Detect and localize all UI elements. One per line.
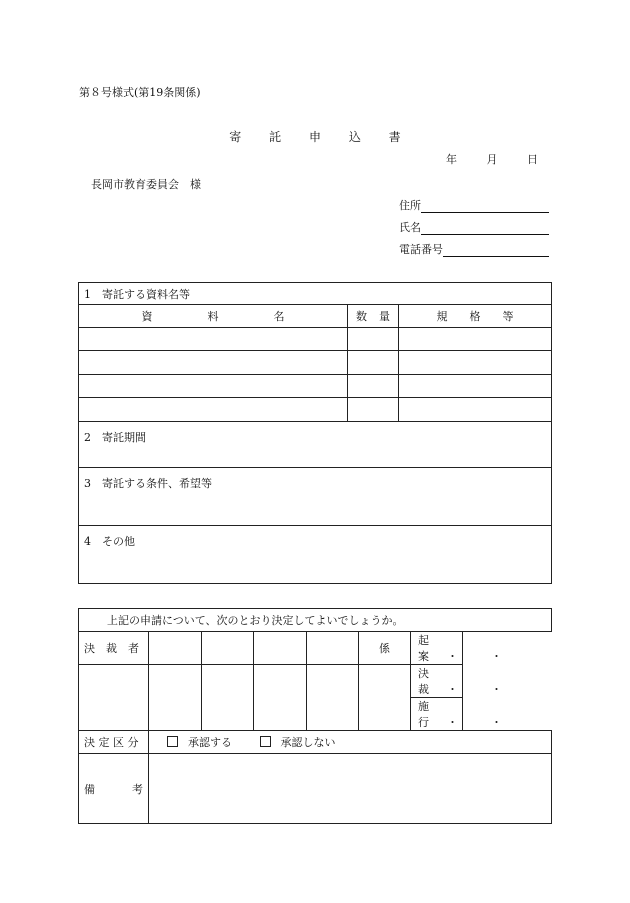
- draft-date-cell[interactable]: [411, 632, 502, 665]
- date-line: [446, 151, 538, 167]
- title-char: 書: [388, 130, 401, 144]
- material-cell[interactable]: [79, 328, 348, 351]
- section1-column-headers: [79, 305, 552, 328]
- seal-cell[interactable]: [202, 665, 254, 731]
- col-specification: 規 格 等: [399, 305, 552, 328]
- approver-cell[interactable]: [307, 632, 359, 665]
- table-row[interactable]: [79, 351, 552, 375]
- name-line[interactable]: [421, 221, 549, 235]
- month-label: 月: [486, 153, 498, 166]
- remarks-label: 備 考: [79, 754, 149, 824]
- form-reference: 第８号様式(第19条関係): [79, 86, 201, 99]
- seal-cell[interactable]: [254, 665, 307, 731]
- draft-label: 起案: [418, 634, 429, 663]
- quantity-cell[interactable]: [348, 351, 399, 375]
- enforce-dots: ・ ・: [447, 716, 502, 729]
- seal-cell[interactable]: [307, 665, 359, 731]
- approve-option-label: 承認する: [188, 736, 232, 749]
- document-title: [0, 128, 630, 145]
- approver-cell[interactable]: [254, 632, 307, 665]
- title-char: 込: [348, 130, 361, 144]
- section3-conditions[interactable]: 3 寄託する条件、希望等: [79, 468, 552, 526]
- approve-checkbox[interactable]: [167, 736, 178, 747]
- table-row[interactable]: [79, 328, 552, 351]
- material-cell[interactable]: [79, 375, 348, 398]
- name-field[interactable]: [399, 219, 549, 235]
- year-label: 年: [446, 153, 457, 166]
- name-label: 氏名: [399, 221, 421, 234]
- decision-label: 決裁: [418, 667, 429, 696]
- quantity-cell[interactable]: [348, 375, 399, 398]
- section1-heading: 1 寄託する資料名等: [79, 283, 552, 305]
- spec-cell[interactable]: [399, 398, 552, 422]
- quantity-cell[interactable]: [348, 398, 399, 422]
- reject-checkbox[interactable]: [260, 736, 271, 747]
- category-label: 決 定 区 分: [79, 731, 149, 754]
- decision-date-cell[interactable]: [411, 665, 502, 698]
- approver-cell[interactable]: [149, 632, 202, 665]
- spec-cell[interactable]: [399, 328, 552, 351]
- enforce-date-cell[interactable]: [411, 698, 502, 731]
- address-field[interactable]: [399, 197, 549, 213]
- title-char: 託: [269, 130, 282, 144]
- section4-other[interactable]: 4 その他: [79, 526, 552, 584]
- table-row[interactable]: [79, 375, 552, 398]
- spec-cell[interactable]: [399, 375, 552, 398]
- approver-blank: [79, 665, 149, 731]
- quantity-cell[interactable]: [348, 328, 399, 351]
- application-table: [78, 282, 552, 584]
- category-options: [149, 731, 552, 754]
- enforce-label: 施行: [418, 700, 429, 729]
- day-label: 日: [527, 153, 538, 166]
- reject-option-label: 承認しない: [280, 736, 336, 749]
- addressee: 長岡市教育委員会 様: [91, 178, 201, 191]
- section2-deposit-period[interactable]: 2 寄託期間: [79, 422, 552, 468]
- title-char: 寄: [229, 130, 242, 144]
- remarks-cell[interactable]: [149, 754, 552, 824]
- approver-cell[interactable]: [202, 632, 254, 665]
- phone-line[interactable]: [443, 243, 549, 257]
- approval-table: [78, 608, 552, 824]
- staff-label: 係: [359, 632, 411, 665]
- seal-cell[interactable]: [149, 665, 202, 731]
- approval-intro: 上記の申請について、次のとおり決定してよいでしょうか。: [79, 609, 552, 632]
- col-quantity: 数 量: [348, 305, 399, 328]
- staff-seal-cell[interactable]: [359, 665, 411, 731]
- material-cell[interactable]: [79, 398, 348, 422]
- spec-cell[interactable]: [399, 351, 552, 375]
- approver-label: 決 裁 者: [79, 632, 149, 665]
- title-char: 申: [308, 130, 321, 144]
- table-row[interactable]: [79, 398, 552, 422]
- phone-field[interactable]: [399, 241, 549, 257]
- draft-dots: ・ ・: [447, 650, 502, 663]
- address-line[interactable]: [421, 199, 549, 213]
- address-label: 住所: [399, 199, 421, 212]
- decision-dots: ・ ・: [447, 683, 502, 696]
- phone-label: 電話番号: [399, 243, 443, 256]
- col-material-name: 資 料 名: [79, 305, 348, 328]
- material-cell[interactable]: [79, 351, 348, 375]
